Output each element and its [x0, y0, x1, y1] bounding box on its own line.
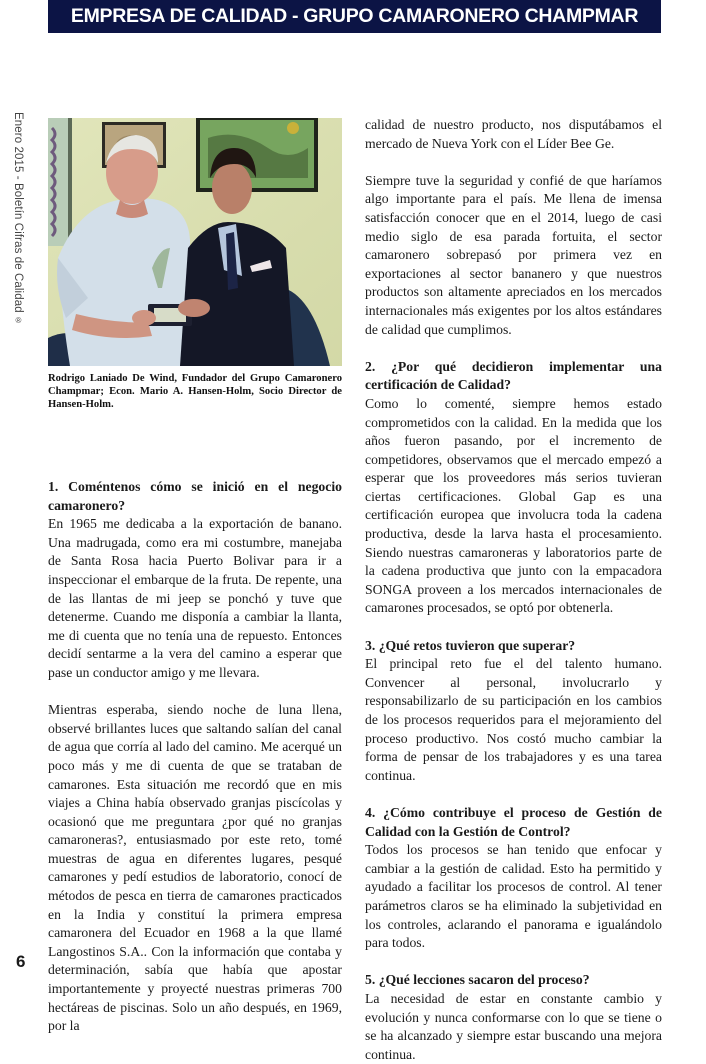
question-heading-2: 2. ¿Por qué decidieron implementar una certificación de Calidad? — [365, 358, 662, 393]
side-running-label — [2, 112, 24, 337]
qa-section-3 — [365, 637, 662, 786]
qa-section-4 — [365, 804, 662, 953]
page-number: 6 — [16, 952, 26, 971]
question-heading-3: 3. ¿Qué retos tuvieron que superar? — [365, 637, 576, 653]
qa-section-2 — [365, 358, 662, 618]
question-heading-4: 4. ¿Cómo contribuye el proceso de Gestión de Calidad con la Gestión de Control? — [365, 804, 662, 839]
side-label-text: Enero 2015 - Boletín Cifras de Calidad — [12, 112, 24, 313]
article-photo — [48, 118, 342, 366]
answer-paragraph: Siempre tuve la seguridad y confié de que haríamos algo importante para el país. Me llena de imensa satisfacción conocer que en el 2014, luego de casi medio siglo de esa parada fortuita, el sector camaronero sobrepasó por primera vez en exportaciones al sector bananero y que nuestros productos son altamente apreciados en los mercados internacionales más exigentes por los altos estándares de calidad que cumplimos. — [365, 172, 662, 337]
header-title: EMPRESA DE CALIDAD - GRUPO CAMARONERO CHAMPMAR — [70, 5, 639, 27]
answer-paragraph: calidad de nuestro producto, nos disputábamos el mercado de Nueva York con el Líder Bee Ge. — [365, 117, 662, 151]
question-heading-1: 1. Coméntenos cómo se inició en el negocio camaronero? — [48, 479, 342, 513]
registered-mark-icon: ® — [14, 316, 23, 326]
answer-paragraph: El principal reto fue el del talento humano. Convencer al personal, involucrarlo y responsabilizarlo de su participación en los cambios de los procesos requeridos para el mejoramiento del proceso productivo. Nos costó mucho cambiar la forma de pensar de los trabajadores y es una tarea continua. — [365, 656, 662, 783]
answer-paragraph: La necesidad de estar en constante cambio y evolución y nunca conformarse con lo que se tiene o se ha alcanzado y siempre estar buscando una mejora continua. — [365, 990, 662, 1062]
continuation-section — [365, 116, 662, 339]
answer-paragraph: En 1965 me dedicaba a la exportación de banano. Una madrugada, como era mi costumbre, manejaba de Santa Rosa hacia Puerto Bolivar para ir a inspeccionar el embarque de la fruta. De repente, una de las llantas de mi jeep se ponchó y tuve que detenerme. Cuando me disponía a cambiar la llanta, me di cuenta que no tenía una de repuesto. Entonces decidí sentarme a la vera del camino a esperar que pase un conductor amigo y me llevara. — [48, 516, 342, 680]
article-left-column — [48, 478, 342, 1036]
answer-paragraph: Como lo comenté, siempre hemos estado comprometidos con la calidad. En la medida que los años fueron pasando, por el incremento de competidores, observamos que el mercado empezó a esperar que los proveedores más serios tuvieran ciertas certificaciones. Global Gap es una certificación europea que involucra toda la cadena productiva, desde la larva hasta el procesamiento. Siendo nuestras camaroneras y laboratorios parte de la cadena productiva que junto con la empacadora SONGA proveen a los mercados internacionales de camarones procesados, se optó por obtenerla. — [365, 395, 662, 616]
photo-caption: Rodrigo Laniado De Wind, Fundador del Grupo Camaronero Champmar; Econ. Mario A. Hansen-Holm, Socio Director de Hansen-Holm. — [48, 373, 342, 410]
qa-section-5 — [365, 971, 662, 1064]
article-right-column — [365, 116, 662, 1064]
qa-section-1 — [48, 478, 342, 1036]
answer-paragraph: Todos los procesos se han tenido que enfocar y cambiar a la gestión de calidad. Esto ha permitido y ayudado a facilitar los procesos de control. Al tener parámetros claros se ha eliminado la subjetividad en los controles, aclarando el panorama e igualándolo para todos. — [365, 842, 662, 951]
page-header-banner — [48, 0, 661, 33]
answer-paragraph: Mientras esperaba, siendo noche de luna llena, observé brillantes luces que saltando salían del canal de agua que corría al lado del camino. Me acerqué un poco más y me di cuenta de que se trataban de camarones. Esta situación me recordó que en mis viajes a China había observado granjas piscícolas y ocasionó que me preguntara ¿por qué no granjas camaroneras?, entusiasmado por este reto, tomé muestras de agua en diferentes lugares, pesqué camarones y pedí estudios de laboratorio, conocí de métodos de pesca en tierra de camarones practicados en la India y constituí la primera empresa camaronera del Ecuador en 1968 a la que llamé Langostinos S.A.. Con la información que contaba y determinación, sabía que había que apostar importantemente y proyecté nuestras primeras 700 hectáreas de piscinas. Solo un año después, en 1969, por la — [48, 702, 342, 1034]
question-heading-5: 5. ¿Qué lecciones sacaron del proceso? — [365, 972, 590, 988]
